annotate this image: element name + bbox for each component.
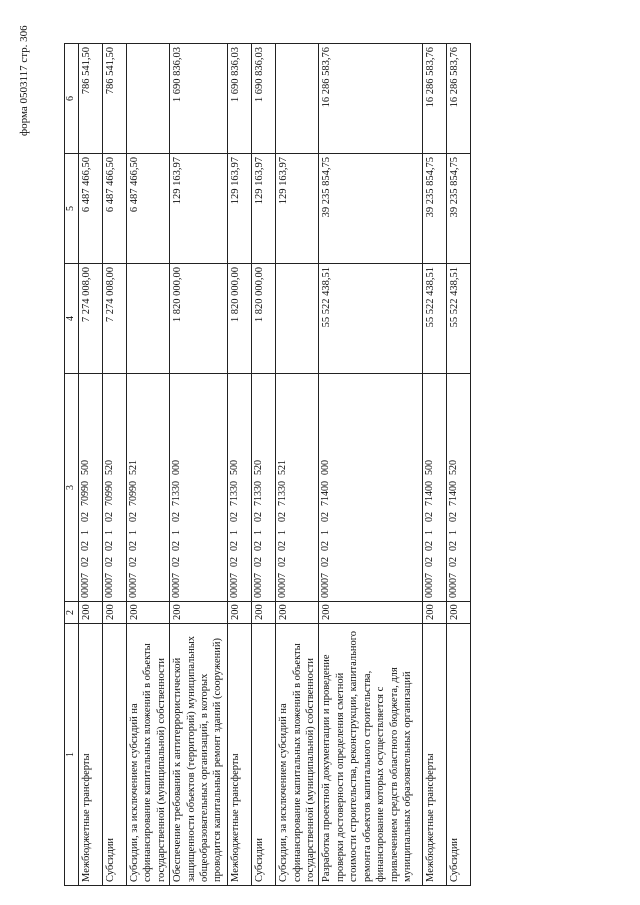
code-part: 02 [79,512,91,522]
row-col6-value: 16 286 583,76 [447,44,471,154]
row-col4-value: 7 274 008,00 [78,264,102,374]
code-part: 02 [424,512,436,522]
row-line-code-cell: 200 [252,602,276,624]
code-part: 02 [229,512,241,522]
row-col4-value: 55 522 438,51 [447,264,471,374]
code-part: 02 [79,541,91,551]
code-part: 02 [229,541,241,551]
row-line-code-cell: 200 [423,602,447,624]
code-part: 07 [229,573,241,583]
code-part: 02 [127,541,139,551]
row-line-code-cell: 200 [126,602,169,624]
code-part: 02 [277,512,289,522]
row-col6-value: 786 541,50 [102,44,126,154]
code-part: 520 [103,460,115,475]
code-part: 71330 [277,481,289,506]
code-part: 02 [277,541,289,551]
code-part: 02 [127,512,139,522]
code-part: 000 [229,583,241,598]
row-col5-value: 39 235 854,75 [423,154,447,264]
code-part: 70990 [127,481,139,506]
row-name-cell: Субсидии [447,624,471,886]
code-part: 000 [448,583,460,598]
table-row [319,44,423,886]
code-part: 000 [320,583,332,598]
code-part: 02 [127,557,139,567]
row-budget-code-cell [228,374,252,602]
code-part: 521 [127,460,139,475]
header-col-5: 5 [65,154,79,264]
code-part: 000 [127,583,139,598]
code-part: 07 [424,573,436,583]
code-part: 521 [277,460,289,475]
code-part: 02 [253,541,265,551]
code-part: 02 [424,557,436,567]
row-name-cell: Субсидии [102,624,126,886]
row-col6-value: 16 286 583,76 [423,44,447,154]
row-line-code-cell: 200 [447,602,471,624]
row-budget-code-cell [423,374,447,602]
row-name-cell: Разработка проектной документации и проведение проверки достоверности определения сметной стоимости строительства, реконструкции, капитального ремонта объектов капитального строительства, финансирование которых осуществляется с привлечением средств областного бюджета, для муниципальных образовательных организаций [319,624,423,886]
code-part: 1 [277,530,289,535]
table-row [170,44,228,886]
row-name-cell: Межбюджетные трансферты [78,624,102,886]
code-part: 02 [103,557,115,567]
header-col-4: 4 [65,264,79,374]
table-row [423,44,447,886]
row-col5-value: 129 163,97 [170,154,228,264]
code-part: 70990 [79,481,91,506]
row-name-cell: Субсидии, за исключением субсидий на софинансирование капитальных вложений в объекты государственной (муниципальной) собственности [126,624,169,886]
code-part: 71400 [448,481,460,506]
row-col5-value: 6 487 466,50 [126,154,169,264]
header-col-6: 6 [65,44,79,154]
code-part: 1 [171,530,183,535]
code-part: 02 [171,512,183,522]
row-col4-value: 55 522 438,51 [423,264,447,374]
row-budget-code-cell [276,374,319,602]
code-part: 70990 [103,481,115,506]
code-part: 02 [103,541,115,551]
row-col4-value: 1 820 000,00 [252,264,276,374]
header-col-3: 3 [65,374,79,602]
code-part: 07 [253,573,265,583]
row-col6-value: 1 690 836,03 [252,44,276,154]
code-part: 500 [424,460,436,475]
row-col5-value: 6 487 466,50 [102,154,126,264]
code-part: 71400 [320,481,332,506]
row-col5-value: 129 163,97 [228,154,252,264]
row-col4-value: 55 522 438,51 [319,264,423,374]
row-col5-value: 129 163,97 [276,154,319,264]
code-part: 1 [320,530,332,535]
code-part: 1 [103,530,115,535]
code-part: 1 [127,530,139,535]
code-part: 02 [253,512,265,522]
code-part: 520 [253,460,265,475]
row-line-code-cell: 200 [102,602,126,624]
header-col-1: 1 [65,624,79,886]
code-part: 000 [79,583,91,598]
row-col6-value: 1 690 836,03 [170,44,228,154]
code-part: 02 [171,557,183,567]
code-part: 71330 [171,481,183,506]
row-line-code-cell: 200 [228,602,252,624]
row-col6-value: 16 286 583,76 [319,44,423,154]
code-part: 500 [79,460,91,475]
table-row [228,44,252,886]
code-part: 000 [171,460,183,475]
code-part: 02 [229,557,241,567]
code-part: 02 [448,512,460,522]
code-part: 02 [79,557,91,567]
budget-report-table [64,43,471,886]
row-budget-code-cell [252,374,276,602]
code-part: 02 [320,557,332,567]
code-part: 000 [253,583,265,598]
code-part: 71400 [424,481,436,506]
row-budget-code-cell [102,374,126,602]
code-part: 1 [253,530,265,535]
row-col6-value [126,44,169,154]
row-budget-code-cell [170,374,228,602]
header-col-2: 2 [65,602,79,624]
code-part: 1 [424,530,436,535]
code-part: 02 [448,557,460,567]
code-part: 07 [320,573,332,583]
table-header-row [65,44,79,886]
row-line-code-cell: 200 [78,602,102,624]
table-row [447,44,471,886]
row-col5-value: 129 163,97 [252,154,276,264]
code-part: 07 [277,573,289,583]
row-budget-code-cell [126,374,169,602]
code-part: 000 [424,583,436,598]
row-col4-value: 1 820 000,00 [228,264,252,374]
code-part: 500 [229,460,241,475]
row-line-code-cell: 200 [170,602,228,624]
code-part: 02 [253,557,265,567]
code-part: 02 [448,541,460,551]
row-col5-value: 6 487 466,50 [78,154,102,264]
form-page-label: форма 0503117 стр. 306 [18,25,30,136]
row-name-cell: Субсидии [252,624,276,886]
row-name-cell: Межбюджетные трансферты [228,624,252,886]
table-row [252,44,276,886]
code-part: 000 [103,583,115,598]
row-name-cell: Обеспечение требований к антитеррористической защищенности объектов (территорий) муниципальных общеобразовательных организаций, в которых проводится капитальный ремонт зданий (сооружений) [170,624,228,886]
row-col4-value: 7 274 008,00 [102,264,126,374]
row-col4-value: 1 820 000,00 [170,264,228,374]
row-name-cell: Межбюджетные трансферты [423,624,447,886]
row-line-code-cell: 200 [276,602,319,624]
row-col5-value: 39 235 854,75 [319,154,423,264]
code-part: 1 [229,530,241,535]
row-col4-value [276,264,319,374]
row-name-cell: Субсидии, за исключением субсидий на софинансирование капитальных вложений в объекты государственной (муниципальной) собственности [276,624,319,886]
code-part: 07 [448,573,460,583]
code-part: 02 [320,541,332,551]
row-line-code-cell: 200 [319,602,423,624]
row-col6-value [276,44,319,154]
code-part: 02 [424,541,436,551]
row-budget-code-cell [78,374,102,602]
row-col4-value [126,264,169,374]
table-row [126,44,169,886]
table-row [102,44,126,886]
code-part: 71330 [253,481,265,506]
code-part: 02 [277,557,289,567]
code-part: 000 [320,460,332,475]
code-part: 07 [103,573,115,583]
code-part: 000 [277,583,289,598]
row-col6-value: 786 541,50 [78,44,102,154]
code-part: 1 [448,530,460,535]
code-part: 520 [448,460,460,475]
row-col5-value: 39 235 854,75 [447,154,471,264]
row-budget-code-cell [319,374,423,602]
row-budget-code-cell [447,374,471,602]
table-row [78,44,102,886]
code-part: 71330 [229,481,241,506]
code-part: 07 [127,573,139,583]
code-part: 02 [320,512,332,522]
code-part: 07 [79,573,91,583]
code-part: 000 [171,583,183,598]
code-part: 02 [171,541,183,551]
code-part: 07 [171,573,183,583]
table-row [276,44,319,886]
code-part: 1 [79,530,91,535]
rotated-report-page [64,44,624,886]
code-part: 02 [103,512,115,522]
row-col6-value: 1 690 836,03 [228,44,252,154]
